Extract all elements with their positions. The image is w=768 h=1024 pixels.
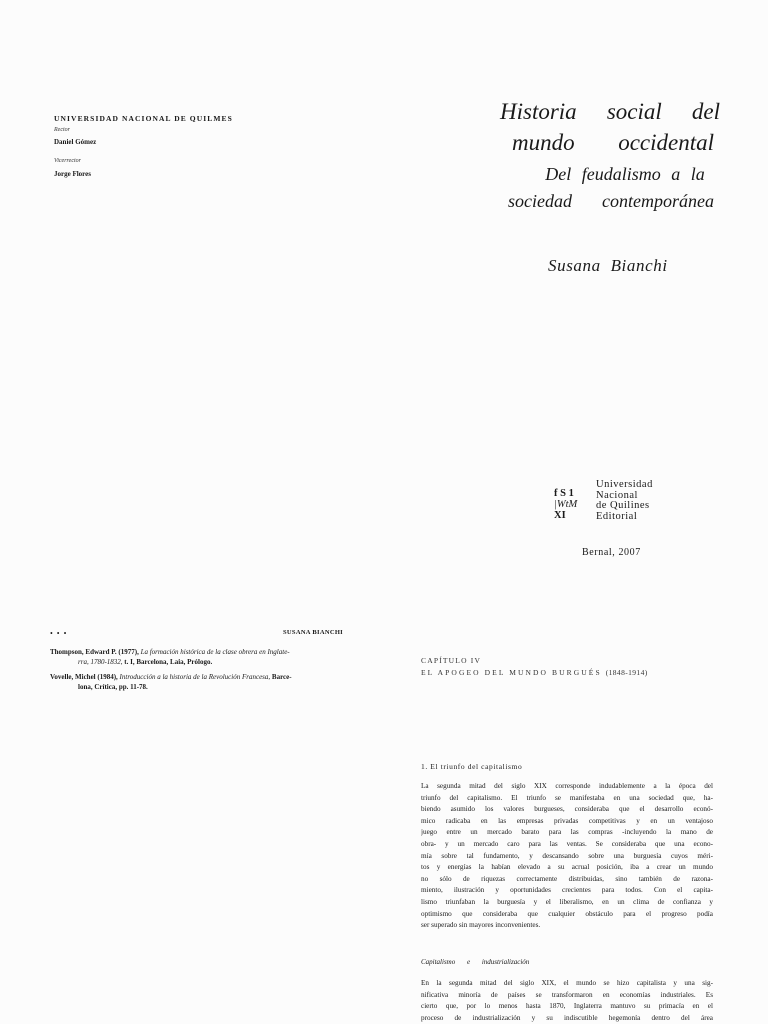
author-name: Susana Bianchi bbox=[548, 256, 668, 275]
bib-details: Barce- bbox=[271, 673, 292, 681]
publisher-logo-mark bbox=[554, 488, 598, 521]
title-word: social bbox=[606, 99, 662, 124]
publisher-line: Universidad bbox=[596, 479, 653, 490]
logo-mark-line: f S 1 bbox=[554, 488, 574, 499]
title-word: del bbox=[691, 99, 720, 124]
bib-title: Introducción a la historia de la Revolución Francesa, bbox=[119, 673, 271, 681]
subsection-heading: Capitalismo e industrialización bbox=[421, 958, 530, 966]
publisher-line: Nacional bbox=[596, 489, 638, 501]
text-line: optimismo que consideraba que cualquier obstáculo para el progreso podía bbox=[421, 909, 713, 918]
text-line: mía sobre tal fundamento, y descansando sobre una burguesía cuyos méri- bbox=[421, 851, 713, 860]
rector-name: Daniel Gómez bbox=[54, 138, 97, 146]
chapter-label: CAPÍTULO IV bbox=[421, 656, 482, 665]
title-word: mundo bbox=[512, 130, 575, 155]
subtitle-word: contemporánea bbox=[602, 191, 714, 211]
logo-mark-line: XI bbox=[554, 510, 566, 521]
text-line: no sólo de riquezas correctamente distribuidas, sino también de razona- bbox=[421, 874, 713, 883]
bibliography-entry bbox=[50, 672, 350, 692]
text-line: ser superado sin mayores inconvenientes. bbox=[421, 921, 541, 930]
bib-details: lona, Crítica, pp. 11-78. bbox=[78, 683, 148, 691]
title-word: Historia bbox=[500, 99, 577, 124]
section-heading: 1. El triunfo del capitalismo bbox=[421, 762, 523, 771]
text-line: miento, ilustración y oportunidades crecientes para todos. Con el capita- bbox=[421, 886, 713, 895]
publication-place-year: Bernal, 2007 bbox=[582, 547, 641, 558]
title-word: occidental bbox=[618, 130, 714, 155]
rector-label: Rector bbox=[54, 127, 70, 133]
text-line: proceso de industrialización y su indiscutible hegemonía dentro del área bbox=[421, 1013, 713, 1022]
title-line-1 bbox=[500, 96, 720, 128]
text-line: biendo asumido los valores burgueses, consideraba que el desarrollo econó- bbox=[421, 805, 713, 814]
subtitle-word: sociedad bbox=[508, 191, 572, 211]
text-line: lismo triunfaban la burguesía y el liberalismo, en un clima de confianza y bbox=[421, 897, 713, 906]
title-line-2 bbox=[500, 128, 720, 158]
subtitle-line-2 bbox=[500, 188, 720, 214]
vicerector-name: Jorge Flores bbox=[54, 170, 91, 178]
subtitle-line-1: Del feudalismo a la bbox=[545, 164, 705, 184]
logo-mark-line: |WtM bbox=[554, 499, 578, 510]
ellipsis-dots: • • • bbox=[50, 629, 68, 638]
chapter-years: (1848-1914) bbox=[605, 668, 648, 677]
text-line: La segunda mitad del siglo XIX corresponde indudablemente a la época del bbox=[421, 782, 713, 790]
book-title bbox=[500, 96, 720, 214]
university-name: UNIVERSIDAD NACIONAL DE QUILMES bbox=[54, 114, 233, 123]
publisher-line: de Quilines bbox=[596, 500, 650, 511]
text-line: cierto que, por lo menos hasta 1870, Inglaterra mantuvo su primacía en el bbox=[421, 1002, 713, 1011]
text-line: obra- y un mercado caro para las ventas. Se consideraba que una econo- bbox=[421, 839, 713, 848]
text-line: juego entre un mercado barato para las compras -incluyendo la mano de bbox=[421, 828, 713, 837]
text-line: En la segunda mitad del siglo XIX, el mundo se hizo capitalista y una sig- bbox=[421, 979, 713, 987]
paragraph bbox=[421, 781, 713, 932]
bib-title: rra, 1780-1832, bbox=[78, 658, 123, 666]
text-line: nificativa minoría de países se transformaron en economías industriales. Es bbox=[421, 990, 713, 999]
bib-author: Vovelle, Michel (1984), bbox=[50, 673, 118, 681]
bib-author: Thompson, Edward P. (1977), bbox=[50, 648, 139, 656]
bib-title: La formación histórica de la clase obrera en Inglate- bbox=[140, 648, 290, 656]
vicerector-label: Vicerrector bbox=[54, 158, 81, 164]
text-line: tos y energías la habían elevado a su acrual posición, iba a crear un mundo bbox=[421, 863, 713, 872]
running-head: SUSANA BIANCHI bbox=[283, 629, 344, 636]
chapter-title bbox=[421, 668, 648, 677]
bib-details: t. I, Barcelona, Laia, Prólogo. bbox=[124, 658, 213, 666]
chapter-title-text: EL APOGEO DEL MUNDO BURGUÉS bbox=[421, 668, 602, 677]
publisher-line: Editorial bbox=[596, 510, 638, 522]
text-line: mico radicaba en las empresas privadas competitivas y en un ventajoso bbox=[421, 816, 713, 825]
text-line: triunfo del capitalismo. El triunfo se manifestaba en una sociedad que, ha- bbox=[421, 793, 713, 802]
paragraph bbox=[421, 978, 713, 1024]
bibliography-entry bbox=[50, 647, 350, 667]
publisher-name bbox=[596, 480, 676, 522]
